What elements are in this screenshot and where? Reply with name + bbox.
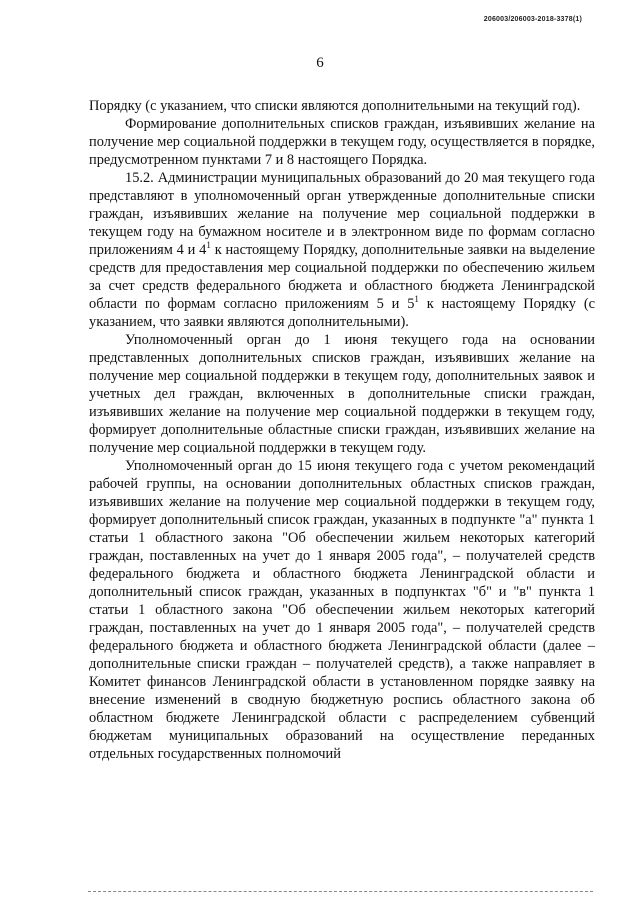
paragraph-lists-formation: Формирование дополнительных списков граждан, изъявивших желание на получение мер социальной поддержки в текущем году, осуществляется в порядке, предусмотренном пунктами 7 и 8 настоящего Порядка.	[89, 116, 595, 168]
paragraph-15-2-part3: к настоящему Порядку (с указанием, что заявки являются дополнительными).	[89, 296, 596, 330]
paragraph-authorized-body-june-1: Уполномоченный орган до 1 июня текущего года на основании представленных дополнительных списков граждан, изъявивших желание на получение мер социальной поддержки в текущем году, дополнительных заявок и учетных дел граждан, включенных в дополнительные списки граждан, изъявивших желание на получение мер социальной поддержки в текущем году, формирует дополнительные областные списки граждан, изъявивших желание на получение мер социальной поддержки в текущем году.	[89, 332, 595, 456]
paragraph-authorized-body-june-15: Уполномоченный орган до 15 июня текущего года с учетом рекомендаций рабочей группы, на основании дополнительных областных списков граждан, изъявивших желание на получение мер социальной поддержки в текущем году, формирует дополнительный список граждан, указанных в подпункте "а" пункта 1 статьи 1 областного закона "Об обеспечении жильем некоторых категорий граждан, поставленных на учет до 1 января 2005 года", – получателей средств федерального бюджета и областного бюджета Ленинградской области и дополнительный список граждан, указанных в подпунктах "б" и "в" пункта 1 статьи 1 областного закона "Об обеспечении жильем некоторых категорий граждан, поставленных на учет до 1 января 2005 года", – получателей средств федерального бюджета и областного бюджета Ленинградской области (далее – дополнительные списки граждан – получателей средств), а также направляет в Комитет финансов Ленинградской области в установленном порядке заявку на внесение изменений в сводную бюджетную роспись областного закона об областном бюджете Ленинградской области с распределением субвенций бюджетам муниципальных образований на осуществление переданных отдельных государственных полномочий	[89, 458, 595, 762]
paragraph-continuation: Порядку (с указанием, что списки являются дополнительными на текущий год).	[89, 98, 581, 114]
paragraph-15-2-part1: 15.2. Администрации муниципальных образований до 20 мая текущего года представляют в уполномоченный орган утвержденные дополнительные списки граждан, изъявивших желание на получение мер социальной поддержки в текущем году на бумажном носителе и в электронном виде по формам согласно приложениям 4 и 4	[89, 170, 595, 258]
document-body	[89, 97, 595, 763]
document-id: 206003/206003-2018-3378(1)	[483, 16, 582, 23]
superscript-appendix-5: 1	[414, 294, 419, 305]
superscript-appendix-4: 1	[206, 240, 211, 251]
footer-rule	[88, 891, 593, 893]
paragraph-15-2	[89, 169, 595, 331]
paragraph-15-2-part2: к настоящему Порядку, дополнительные заявки на выделение средств для предоставления мер социальной поддержки по обеспечению жильем за счет средств федерального бюджета и областного бюджета Ленинградской области по формам согласно приложениям 5 и 5	[89, 242, 595, 312]
page-number: 6	[316, 55, 324, 71]
